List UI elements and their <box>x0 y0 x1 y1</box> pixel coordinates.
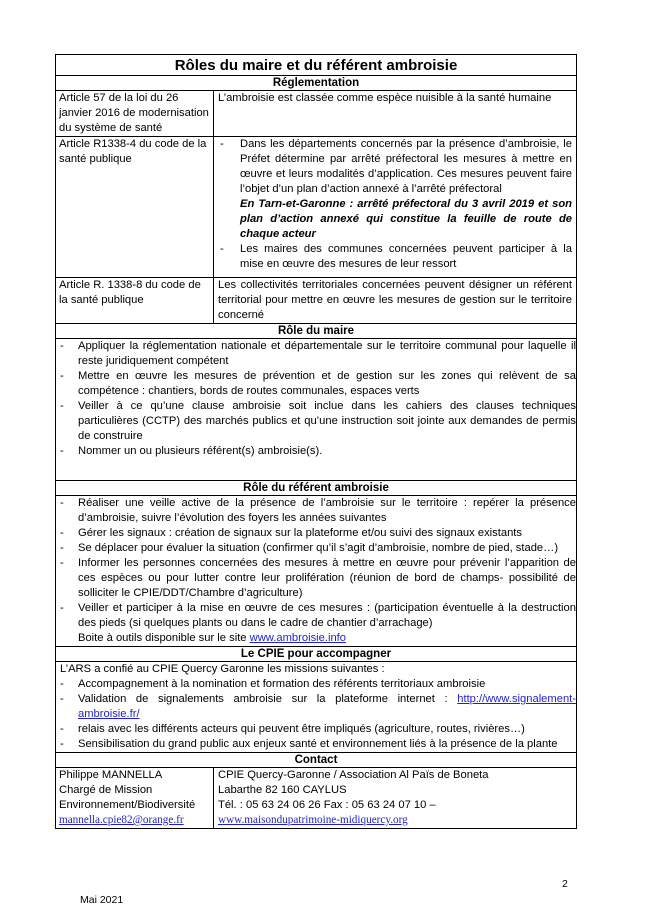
cpie-block <box>56 662 576 753</box>
list-item: - Dans les départements concernés par la présence d’ambroisie, le Préfet détermine par arrêté préfectoral les mesures à mettre en œuvre et leurs modalités d’application. Ces mesures peuvent faire l’objet d’un plan d’action annexé à l’arrêté préfectoral <box>220 138 572 195</box>
list-item: - Veiller à ce qu’une clause ambroisie soit inclue dans les cahiers des clauses techniques particulières (CCTP) des marchés publics et qu’une instruction soit jointe aux demandes de permis de construire <box>60 400 576 442</box>
org-name: CPIE Quercy-Garonne / Association Al Païs de Boneta <box>218 769 489 781</box>
org-address: Labarthe 82 160 CAYLUS <box>218 784 347 796</box>
section-header-referent: Rôle du référent ambroisie <box>56 481 576 496</box>
roles-table <box>55 54 577 829</box>
signalement-link[interactable]: http://www.signalement-ambroisie.fr/ <box>78 693 576 720</box>
contact-role: Chargé de Mission Environnement/Biodiversité <box>59 784 196 811</box>
org-phone: Tél. : 05 63 24 06 26 Fax : 05 63 24 07 10 – <box>218 799 436 811</box>
reglementation-row-3 <box>56 278 576 324</box>
section-header-maire: Rôle du maire <box>56 324 576 339</box>
list-item: - Informer les personnes concernées des mesures à mettre en œuvre pour prévenir l’apparition de ces espèces ou pour lutter contre leur prolifération (réunion de bord de champs- possibilité de solliciter le CPIE/DDT/Chambre d’agriculture) <box>60 557 576 599</box>
article-reference: Article 57 de la loi du 26 janvier 2016 de modernisation du système de santé <box>56 91 214 136</box>
list-item: - Validation de signalements ambroisie sur la plateforme internet : http://www.signalement-ambroisie.fr/ <box>60 693 576 720</box>
referent-list <box>56 496 576 647</box>
contact-organization <box>214 768 576 828</box>
list-item: - Appliquer la réglementation nationale et départementale sur le territoire communal pour laquelle il reste juridiquement compétent <box>60 340 576 367</box>
contact-name: Philippe MANNELLA <box>59 769 163 781</box>
list-item: - Les maires des communes concernées peuvent participer à la mise en œuvre des mesures de leur ressort <box>220 243 572 270</box>
contact-person <box>56 768 214 828</box>
maire-list <box>56 339 576 481</box>
list-item: - Réaliser une veille active de la présence de l’ambroisie sur le territoire : repérer la présence d’ambroisie, suivre l’évolution des foyers les années suivantes <box>60 497 576 524</box>
reglementation-row-2 <box>56 137 576 278</box>
contact-email-link[interactable]: mannella.cpie82@orange.fr <box>59 814 184 826</box>
section-header-contact: Contact <box>56 753 576 768</box>
article-reference: Article R. 1338-8 du code de la santé publique <box>56 278 214 323</box>
reglementation-row-1 <box>56 91 576 137</box>
list-item: - Nommer un ou plusieurs référent(s) ambroisie(s). <box>60 445 323 457</box>
toolbox-line: Boite à outils disponible sur le site www.ambroisie.info <box>78 632 347 644</box>
ambroisie-info-link[interactable]: www.ambroisie.info <box>249 632 347 644</box>
cpie-intro: L’ARS a confié au CPIE Quercy Garonne les missions suivantes : <box>60 663 385 675</box>
list-item: - relais avec les différents acteurs qui peuvent être impliqués (agriculture, routes, rivières…) <box>60 723 525 735</box>
article-description: L’ambroisie est classée comme espèce nuisible à la santé humaine <box>218 92 552 104</box>
page-number: 2 <box>562 878 568 890</box>
emphasis-note: En Tarn-et-Garonne : arrêté préfectoral du 3 avril 2019 et son plan d’action annexé qui constitue la feuille de route de chaque acteur <box>240 198 572 240</box>
section-header-cpie: Le CPIE pour accompagner <box>56 647 576 662</box>
article-description <box>214 137 576 277</box>
article-reference: Article R1338-4 du code de la santé publique <box>56 137 214 277</box>
contact-row <box>56 768 576 828</box>
list-item: - Mettre en œuvre les mesures de prévention et de gestion sur les zones qui relèvent de sa compétence : chantiers, bords de routes communales, espaces verts <box>60 370 576 397</box>
list-item: - Gérer les signaux : création de signaux sur la plateforme et/ou suivi des signaux existants <box>60 527 523 539</box>
article-description: Les collectivités territoriales concernées peuvent désigner un référent territorial pour mettre en œuvre les mesures de gestion sur le territoire concerné <box>218 279 572 321</box>
footer-date: Mai 2021 <box>80 894 124 906</box>
list-item: - Sensibilisation du grand public aux enjeux santé et environnement liés à la présence de la plante <box>60 738 558 750</box>
document-title: Rôles du maire et du référent ambroisie <box>56 55 576 76</box>
list-item: - Se déplacer pour évaluer la situation (confirmer qu’il s’agit d’ambroisie, nombre de pied, stade…) <box>60 542 559 554</box>
section-header-reglementation: Réglementation <box>56 76 576 91</box>
list-item: - Veiller et participer à la mise en œuvre de ces mesures : (participation éventuelle à la destruction des pieds (si quelques plants ou dans le cadre de chantier d’arrachage) <box>60 602 576 629</box>
list-item: - Accompagnement à la nomination et formation des référents territoriaux ambroisie <box>60 678 486 690</box>
org-website-link[interactable]: www.maisondupatrimoine-midiquercy.org <box>218 814 408 826</box>
